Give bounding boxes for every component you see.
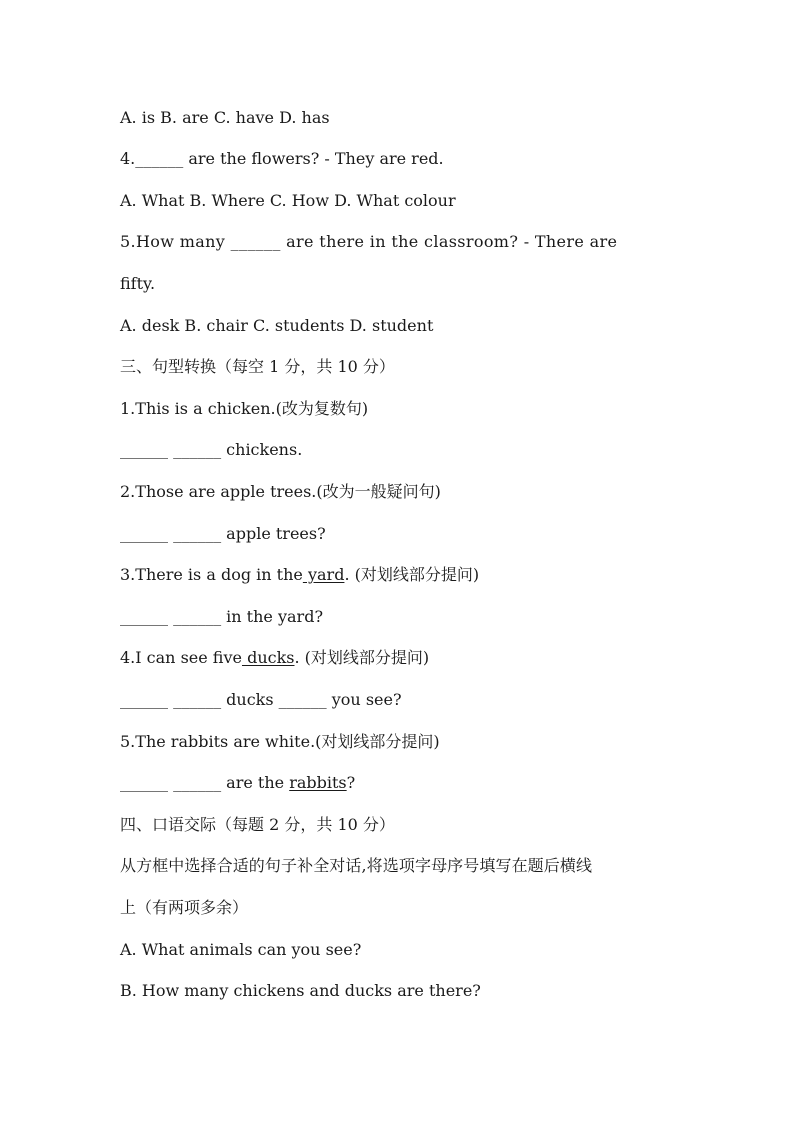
dialogue-option-b: B. How many chickens and ducks are there? [120,981,481,1000]
transform-1: 1.This is a chicken.(改为复数句) [120,399,369,418]
section-4-instructions-cont: 上（有两项多余） [120,898,249,917]
transform-5-answer-text: ______ ______ are the [120,773,290,792]
q5-options: A. desk B. chair C. students D. student [120,316,434,335]
underlined-word: yard [302,565,345,584]
transform-3-answer: ______ ______ in the yard? [120,607,324,626]
transform-2: 2.Those are apple trees.(改为一般疑问句) [120,482,441,501]
question-4: 4.______ are the flowers? - They are red. [120,149,444,168]
section-4-instructions: 从方框中选择合适的句子补全对话,将选项字母序号填写在题后横线 [120,856,593,875]
transform-5: 5.The rabbits are white.(对划线部分提问) [120,732,440,751]
section-4-heading: 四、口语交际（每题 2 分，共 10 分） [120,815,395,834]
transform-1-answer: ______ ______ chickens. [120,440,303,459]
transform-4 [120,648,682,668]
transform-3-text: 3.There is a dog in the [120,565,303,584]
transform-4-note: . (对划线部分提问) [294,648,430,667]
underlined-word: ducks [241,648,295,667]
transform-4-text: 4.I can see five [120,648,242,667]
transform-2-answer: ______ ______ apple trees? [120,524,326,543]
q3-options: A. is B. are C. have D. has [120,108,330,127]
question-5-cont: fifty. [120,274,156,293]
dialogue-option-a: A. What animals can you see? [120,940,362,959]
transform-4-answer: ______ ______ ducks ______ you see? [120,690,402,709]
transform-5-answer-end: ? [346,773,356,792]
q4-options: A. What B. Where C. How D. What colour [120,191,456,210]
underlined-word: rabbits [289,773,347,792]
transform-3 [120,565,682,585]
section-3-heading: 三、句型转换（每空 1 分，共 10 分） [120,357,395,376]
question-5: 5.How many ______ are there in the classroom? - There are [120,232,618,251]
transform-5-answer [120,773,682,793]
transform-3-note: . (对划线部分提问) [344,565,480,584]
